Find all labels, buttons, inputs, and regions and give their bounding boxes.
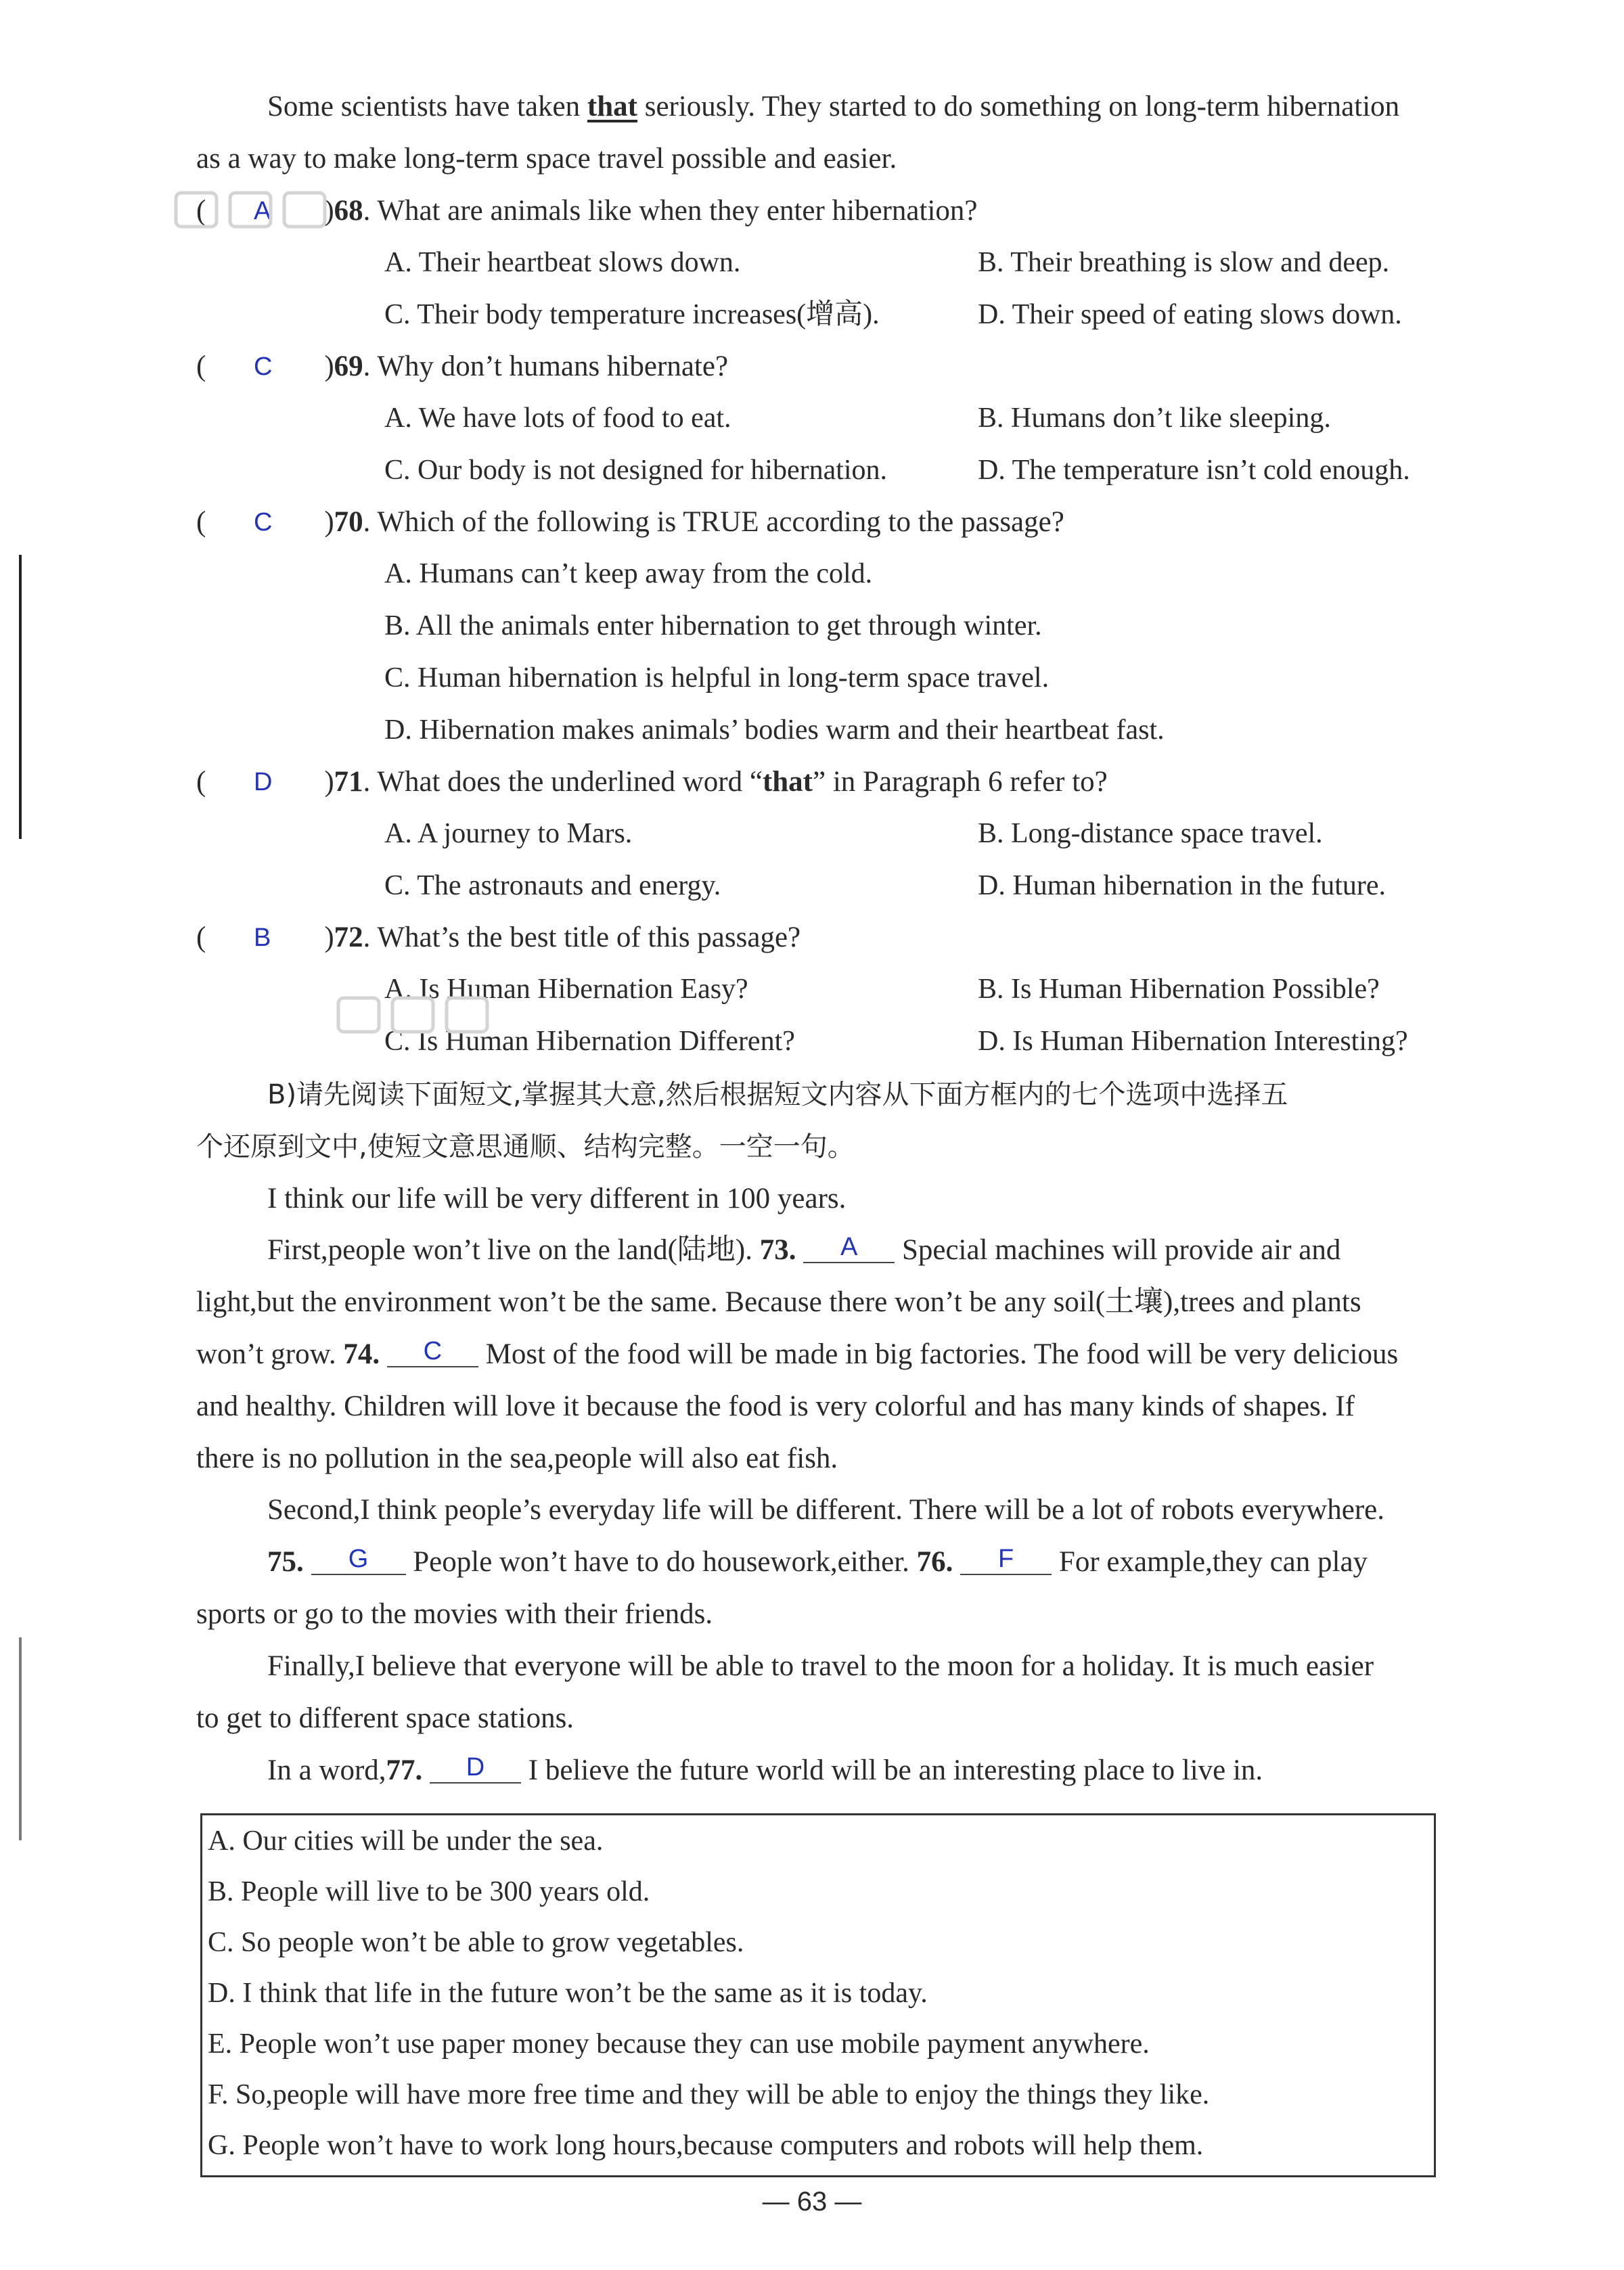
passage-p1: I think our life will be very different in 100 years. xyxy=(267,1183,847,1215)
choice-a: A. Our cities will be under the sea. xyxy=(208,1825,604,1857)
option-69-d: D. The temperature isn’t cold enough. xyxy=(978,455,1410,486)
passage-p3-line1: Second,I think people’s everyday life will be different. There will be a lot of robots everywhere. xyxy=(267,1494,1384,1526)
passage-p2-line1: First,people won’t live on the land(陆地). 73. A Special machines will provide air and xyxy=(267,1233,1341,1266)
blank-74[interactable]: C xyxy=(387,1336,478,1367)
option-68-c: C. Their body temperature increases(增高). xyxy=(384,299,880,330)
passage-p4-line1: Finally,I believe that everyone will be able to travel to the moon for a holiday. It is much easier xyxy=(267,1650,1374,1682)
answer-70: C xyxy=(254,508,273,537)
option-71-a: A. A journey to Mars. xyxy=(384,818,633,849)
passage-p2-line5: there is no pollution in the sea,people will also eat fish. xyxy=(196,1443,838,1474)
option-68-d: D. Their speed of eating slows down. xyxy=(978,299,1402,330)
option-69-b: B. Humans don’t like sleeping. xyxy=(978,403,1331,434)
answer-71: D xyxy=(254,768,273,796)
passage-p5: In a word,77. D I believe the future world will be an interesting place to live in. xyxy=(267,1753,1263,1786)
answer-68: A xyxy=(254,197,271,225)
passage-p3-line3: sports or go to the movies with their friends. xyxy=(196,1598,713,1630)
passage-p3-line2: 75. G People won’t have to do housework,either. 76. F For example,they can play xyxy=(267,1545,1368,1578)
section-b-instruction-1: B)请先阅读下面短文,掌握其大意,然后根据短文内容从下面方框内的七个选项中选择五 xyxy=(267,1079,1288,1110)
question-71: ( D )71. What does the underlined word “that” in Paragraph 6 refer to? xyxy=(196,762,1108,802)
option-70-c: C. Human hibernation is helpful in long-term space travel. xyxy=(384,662,1050,694)
watermark-logo xyxy=(169,183,345,237)
underlined-word: that xyxy=(587,91,637,122)
choice-d: D. I think that life in the future won’t be the same as it is today. xyxy=(208,1978,928,2009)
option-72-d: D. Is Human Hibernation Interesting? xyxy=(978,1026,1408,1057)
option-72-c: C. Is Human Hibernation Different? xyxy=(384,1026,795,1057)
intro-line-2: as a way to make long-term space travel possible and easier. xyxy=(196,143,897,175)
section-b-instruction-2: 个还原到文中,使短文意思通顺、结构完整。一空一句。 xyxy=(196,1131,855,1162)
passage-p4-line2: to get to different space stations. xyxy=(196,1702,574,1734)
question-68: ( A )68. What are animals like when they enter hibernation? xyxy=(196,191,978,231)
option-68-b: B. Their breathing is slow and deep. xyxy=(978,247,1390,278)
question-72: ( B )72. What’s the best title of this passage? xyxy=(196,917,800,958)
option-72-a: A. Is Human Hibernation Easy? xyxy=(384,974,748,1005)
option-68-a: A. Their heartbeat slows down. xyxy=(384,247,741,278)
option-69-c: C. Our body is not designed for hibernation. xyxy=(384,455,888,486)
option-70-b: B. All the animals enter hibernation to get through winter. xyxy=(384,610,1042,641)
bold-word: that xyxy=(762,766,813,798)
option-70-d: D. Hibernation makes animals’ bodies warm and their heartbeat fast. xyxy=(384,714,1165,746)
choice-b: B. People will live to be 300 years old. xyxy=(208,1876,650,1907)
blank-77[interactable]: D xyxy=(430,1752,521,1784)
answer-72: B xyxy=(254,924,271,952)
blank-75[interactable]: G xyxy=(311,1544,406,1575)
choices-box xyxy=(200,1813,1436,2177)
passage-p2-line3: won’t grow. 74. C Most of the food will be made in big factories. The food will be very delicious xyxy=(196,1337,1399,1370)
intro-line-1: Some scientists have taken that seriously. They started to do something on long-term hibernation xyxy=(267,91,1400,122)
scan-edge-shadow xyxy=(19,555,22,839)
passage-p2-line4: and healthy. Children will love it because the food is very colorful and has many kinds of shapes. If xyxy=(196,1390,1355,1422)
passage-p2-line2: light,but the environment won’t be the same. Because there won’t be any soil(土壤),trees and plants xyxy=(196,1286,1361,1318)
option-71-c: C. The astronauts and energy. xyxy=(384,870,721,901)
option-72-b: B. Is Human Hibernation Possible? xyxy=(978,974,1380,1005)
choice-f: F. So,people will have more free time and they will be able to enjoy the things they like. xyxy=(208,2079,1210,2110)
watermark-logo xyxy=(332,988,508,1042)
question-70: ( C )70. Which of the following is TRUE according to the passage? xyxy=(196,502,1064,543)
option-70-a: A. Humans can’t keep away from the cold. xyxy=(384,558,873,589)
page-number: — 63 — xyxy=(762,2187,862,2217)
option-69-a: A. We have lots of food to eat. xyxy=(384,403,731,434)
choice-g: G. People won’t have to work long hours,because computers and robots will help them. xyxy=(208,2130,1204,2161)
option-71-b: B. Long-distance space travel. xyxy=(978,818,1323,849)
scan-edge-shadow xyxy=(19,1637,22,1840)
choice-e: E. People won’t use paper money because they can use mobile payment anywhere. xyxy=(208,2028,1150,2060)
option-71-d: D. Human hibernation in the future. xyxy=(978,870,1386,901)
question-69: ( C )69. Why don’t humans hibernate? xyxy=(196,346,728,387)
answer-69: C xyxy=(254,353,273,381)
blank-73[interactable]: A xyxy=(803,1232,895,1263)
choice-c: C. So people won’t be able to grow vegetables. xyxy=(208,1927,744,1958)
blank-76[interactable]: F xyxy=(960,1544,1052,1575)
